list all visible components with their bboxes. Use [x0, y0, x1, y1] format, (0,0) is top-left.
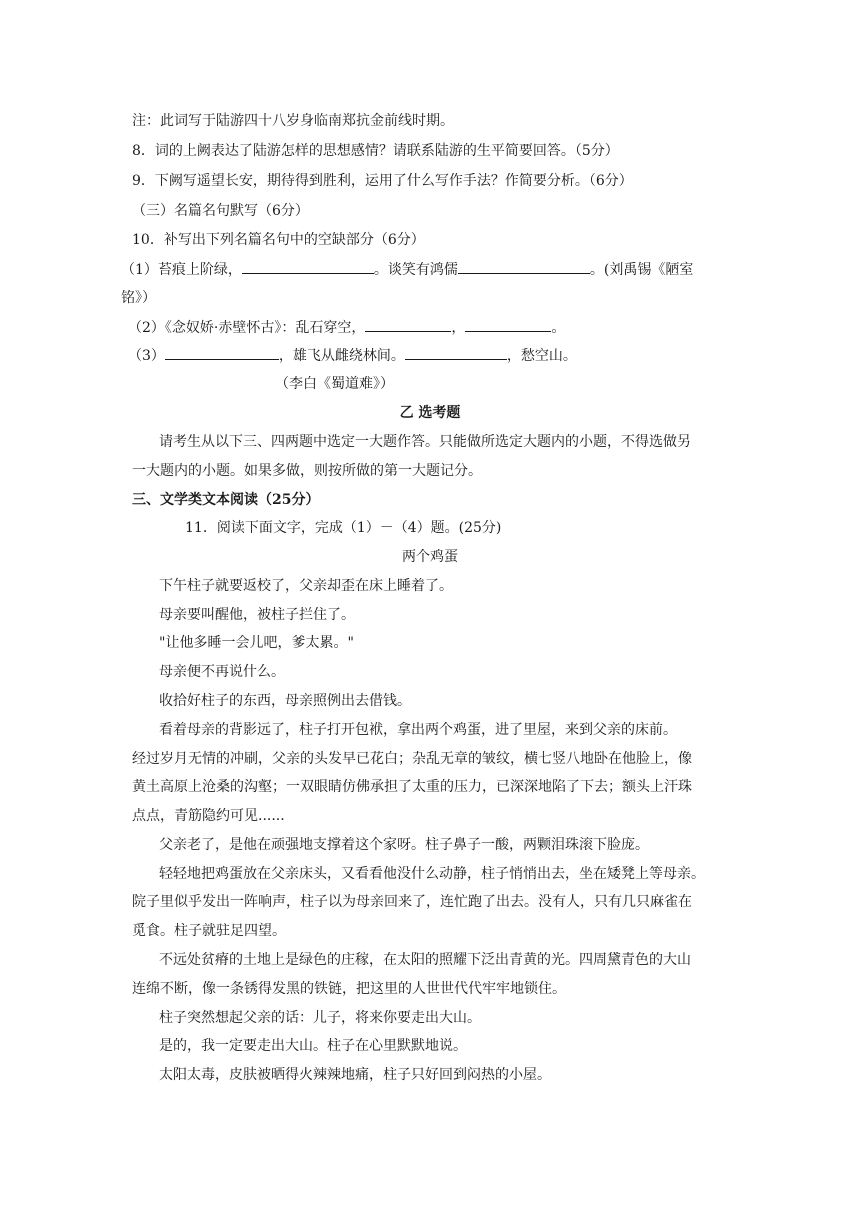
fill-item-1 — [121, 260, 693, 279]
fill-item-3 — [128, 346, 577, 365]
fill-2-sep: ， — [451, 320, 466, 336]
story-paragraph: 黄土高原上沧桑的沟壑；一双眼睛仿佛承担了太重的压力，已深深地陷了下去；额头上汗珠 — [132, 779, 692, 795]
section-famous-lines: （三）名篇名句默写（6分） — [132, 203, 309, 219]
story-paragraph: 母亲便不再说什么。 — [159, 664, 285, 680]
fill-3-source: （李白《蜀道难》） — [275, 376, 394, 392]
fill-1-middle: 。谈笑有鸿儒 — [373, 262, 458, 278]
story-paragraph: 不远处贫瘠的土地上是绿色的庄稼，在太阳的照耀下泛出青黄的光。四周黛青色的大山 — [159, 952, 691, 968]
instruction-line-1: 请考生从以下三、四两题中选定一大题作答。只能做所选定大题内的小题，不得选做另 — [159, 434, 691, 450]
answer-blank[interactable] — [458, 260, 590, 274]
answer-blank[interactable] — [242, 260, 374, 274]
poem-note: 注：此词写于陆游四十八岁身临南郑抗金前线时期。 — [132, 113, 454, 129]
fill-2-end: 。 — [551, 320, 566, 336]
story-paragraph: 太阳太毒，皮肤被晒得火辣辣地痛，柱子只好回到闷热的小屋。 — [159, 1067, 551, 1083]
story-paragraph: 轻轻地把鸡蛋放在父亲床头，又看看他没什么动静，柱子悄悄出去，坐在矮凳上等母亲。 — [159, 866, 705, 882]
story-paragraph: 连绵不断，像一条锈得发黑的铁链，把这里的人世世代代牢牢地锁住。 — [132, 981, 566, 997]
story-title: 两个鸡蛋 — [402, 549, 458, 565]
instruction-line-2: 一大题内的小题。如果多做，则按所做的第一大题记分。 — [132, 463, 482, 479]
story-paragraph: 柱子突然想起父亲的话：儿子，将来你要走出大山。 — [159, 1010, 481, 1026]
answer-blank[interactable] — [465, 318, 551, 332]
fill-2-prefix: （2）《念奴娇·赤壁怀古》：乱石穿空， — [128, 320, 366, 336]
answer-blank[interactable] — [165, 346, 279, 360]
story-paragraph: 看着母亲的背影远了，柱子打开包袱，拿出两个鸡蛋，进了里屋，来到父亲的床前。 — [159, 722, 677, 738]
answer-blank[interactable] — [405, 346, 507, 360]
fill-1-prefix: （1）苔痕上阶绿， — [121, 262, 242, 278]
story-paragraph: 父亲老了，是他在顽强地支撑着这个家呀。柱子鼻子一酸，两颗泪珠滚下脸庞。 — [159, 837, 649, 853]
story-paragraph: 收拾好柱子的东西，母亲照例出去借钱。 — [159, 693, 411, 709]
fill-1-suffix: 。(刘禹锡《陋室 — [589, 262, 694, 278]
question-10: 10．补写出下列名篇名句中的空缺部分（6分） — [132, 232, 425, 248]
section-literary-reading: 三、文学类文本阅读（25分） — [132, 492, 320, 508]
fill-3-middle: ，雄飞从雌绕林间。 — [278, 348, 405, 364]
story-paragraph: 觅食。柱子就驻足四望。 — [132, 923, 286, 939]
story-paragraph: "让他多睡一会儿吧，爹太累。" — [159, 635, 354, 651]
fill-item-1-cont: 铭》） — [121, 290, 156, 306]
story-paragraph: 是的，我一定要走出大山。柱子在心里默默地说。 — [159, 1038, 467, 1054]
question-9: 9．下阙写遥望长安，期待得到胜利，运用了什么写作手法？作简要分析。（6分） — [132, 173, 633, 189]
answer-blank[interactable] — [365, 318, 451, 332]
story-paragraph: 经过岁月无情的冲刷，父亲的头发早已花白；杂乱无章的皱纹，横七竖八地卧在他脸上，像 — [132, 751, 692, 767]
story-paragraph: 下午柱子就要返校了，父亲却歪在床上睡着了。 — [159, 578, 453, 594]
fill-3-suffix: ，愁空山。 — [506, 348, 577, 364]
story-paragraph: 点点，青筋隐约可见...... — [132, 808, 285, 824]
question-11: 11．阅读下面文字，完成（1）－（4）题。(25分) — [185, 520, 502, 536]
story-paragraph: 院子里似乎发出一阵响声，柱子以为母亲回来了，连忙跑了出去。没有人，只有几只麻雀在 — [132, 894, 692, 910]
part-b-title: 乙 选考题 — [399, 405, 461, 421]
fill-3-prefix: （3） — [128, 348, 165, 364]
question-8: 8．词的上阙表达了陆游怎样的思想感情？请联系陆游的生平简要回答。（5分） — [132, 143, 619, 159]
story-paragraph: 母亲要叫醒他，被柱子拦住了。 — [159, 607, 355, 623]
fill-item-2 — [128, 318, 565, 337]
